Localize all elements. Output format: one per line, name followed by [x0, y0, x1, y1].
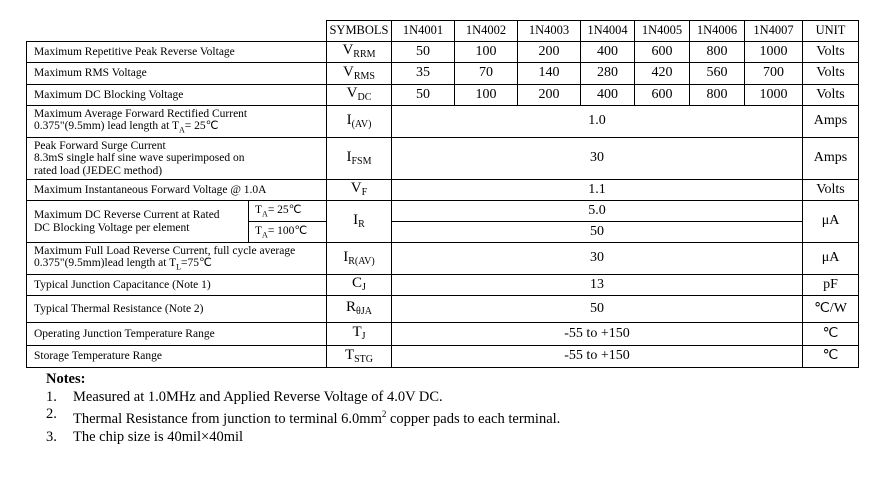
value-cell: 600 — [635, 42, 690, 63]
unit-cell: Volts — [803, 63, 859, 85]
param-label: Operating Junction Temperature Range — [27, 323, 327, 346]
value-cell: 600 — [635, 85, 690, 106]
header-row — [27, 21, 859, 42]
value-cell: 400 — [581, 42, 635, 63]
note-item: 1. Measured at 1.0MHz and Applied Reverse Voltage of 4.0V DC. — [46, 388, 443, 405]
param-label: Maximum Instantaneous Forward Voltage @ 1.0A — [27, 180, 327, 201]
header-part: 1N4003 — [518, 21, 581, 42]
unit-cell: Volts — [803, 180, 859, 201]
header-symbols: SYMBOLS — [327, 21, 392, 42]
symbol-cell: $V_{RMS}$ — [327, 63, 392, 85]
value-cell: 50 — [392, 42, 455, 63]
note-item: 2. Thermal Resistance from junction to terminal $6.0mm^2$ copper pads to each terminal. — [46, 406, 561, 428]
row-vrms — [27, 63, 859, 85]
value-cell: -55 to +150 — [392, 346, 803, 368]
condition-cell: $T_A=$ 100℃ — [249, 222, 327, 243]
symbol-cell: $T_J$ — [327, 323, 392, 346]
value-cell: 30 — [392, 243, 803, 275]
symbol-cell: $I_{(AV)}$ — [327, 106, 392, 138]
symbol-cell: $I_{FSM}$ — [327, 138, 392, 180]
row-rth — [27, 296, 859, 323]
header-part: 1N4004 — [581, 21, 635, 42]
value-cell: 5.0 — [392, 201, 803, 222]
unit-cell: Volts — [803, 85, 859, 106]
value-cell: 140 — [518, 63, 581, 85]
symbol-cell: $I_{R(AV)}$ — [327, 243, 392, 275]
header-part: 1N4006 — [690, 21, 745, 42]
value-cell: 1000 — [745, 85, 803, 106]
value-cell: 50 — [392, 222, 803, 243]
param-label: Maximum RMS Voltage — [27, 63, 327, 85]
unit-cell: Amps — [803, 138, 859, 180]
unit-cell: μA — [803, 201, 859, 243]
symbol-cell: $T_{STG}$ — [327, 346, 392, 368]
header-part: 1N4001 — [392, 21, 455, 42]
value-cell: 70 — [455, 63, 518, 85]
header-part: 1N4002 — [455, 21, 518, 42]
param-label: Typical Junction Capacitance (Note 1) — [27, 275, 327, 296]
header-unit: UNIT — [803, 21, 859, 42]
param-label: Maximum DC Reverse Current at Rated DC Blocking Voltage per element — [27, 201, 249, 243]
value-cell: -55 to +150 — [392, 323, 803, 346]
value-cell: 800 — [690, 42, 745, 63]
param-label: Peak Forward Surge Current 8.3mS single half sine wave superimposed on rated load (JEDEC method) — [27, 138, 327, 180]
value-cell: 800 — [690, 85, 745, 106]
unit-cell: ℃/W — [803, 296, 859, 323]
value-cell: 1000 — [745, 42, 803, 63]
value-cell: 50 — [392, 296, 803, 323]
condition-cell: $T_A=$ 25℃ — [249, 201, 327, 222]
row-irav — [27, 243, 859, 275]
unit-cell: ℃ — [803, 346, 859, 368]
value-cell: 100 — [455, 85, 518, 106]
symbol-cell: $V_{DC}$ — [327, 85, 392, 106]
specifications-table — [26, 20, 859, 368]
value-cell: 280 — [581, 63, 635, 85]
symbol-cell: $R_{\theta JA}$ — [327, 296, 392, 323]
unit-cell: Amps — [803, 106, 859, 138]
note-item: 3. The chip size is 40mil×40mil — [46, 428, 244, 445]
unit-cell: μA — [803, 243, 859, 275]
param-label: Maximum Average Forward Rectified Current 0.375"(9.5mm) lead length at $T_A=$ 25℃ — [27, 106, 327, 138]
notes-section — [46, 371, 560, 446]
row-tstg — [27, 346, 859, 368]
unit-cell: Volts — [803, 42, 859, 63]
value-cell: 13 — [392, 275, 803, 296]
header-part: 1N4007 — [745, 21, 803, 42]
value-cell: 420 — [635, 63, 690, 85]
unit-cell: ℃ — [803, 323, 859, 346]
header-part: 1N4005 — [635, 21, 690, 42]
symbol-cell: $C_J$ — [327, 275, 392, 296]
notes-title: Notes: — [46, 371, 86, 387]
symbol-cell: $V_{RRM}$ — [327, 42, 392, 63]
row-vf — [27, 180, 859, 201]
value-cell: 400 — [581, 85, 635, 106]
value-cell: 1.0 — [392, 106, 803, 138]
row-vdc — [27, 85, 859, 106]
value-cell: 100 — [455, 42, 518, 63]
header-blank — [27, 21, 327, 42]
value-cell: 35 — [392, 63, 455, 85]
param-label: Typical Thermal Resistance (Note 2) — [27, 296, 327, 323]
unit-cell: pF — [803, 275, 859, 296]
row-tj — [27, 323, 859, 346]
row-ifsm — [27, 138, 859, 180]
value-cell: 560 — [690, 63, 745, 85]
value-cell: 30 — [392, 138, 803, 180]
row-vrrm — [27, 42, 859, 63]
row-ir — [27, 201, 859, 222]
value-cell: 200 — [518, 85, 581, 106]
row-iav — [27, 106, 859, 138]
value-cell: 1.1 — [392, 180, 803, 201]
row-cj — [27, 275, 859, 296]
param-label: Storage Temperature Range — [27, 346, 327, 368]
param-label: Maximum Full Load Reverse Current, full cycle average 0.375"(9.5mm)lead length at $T_L=75℃$ — [27, 243, 327, 275]
value-cell: 700 — [745, 63, 803, 85]
param-label: Maximum DC Blocking Voltage — [27, 85, 327, 106]
symbol-cell: $V_F$ — [327, 180, 392, 201]
value-cell: 200 — [518, 42, 581, 63]
symbol-cell: $I_R$ — [327, 201, 392, 243]
value-cell: 50 — [392, 85, 455, 106]
param-label: Maximum Repetitive Peak Reverse Voltage — [27, 42, 327, 63]
